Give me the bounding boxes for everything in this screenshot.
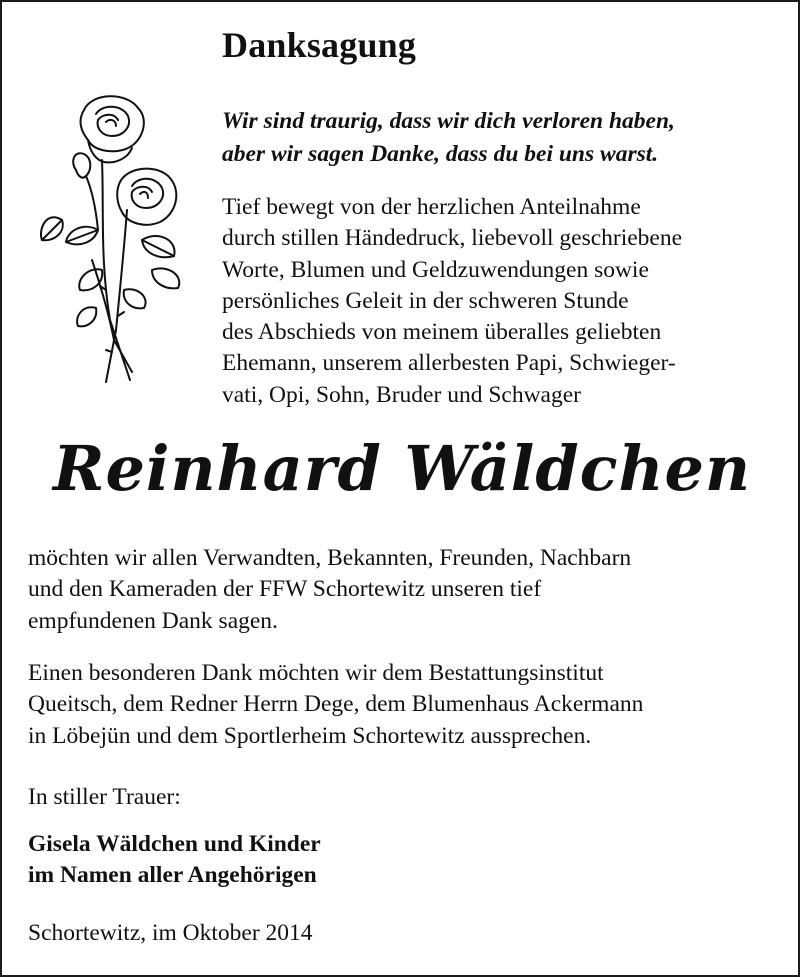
intro-line: des Abschieds von meinem überalles geliebten	[222, 319, 662, 346]
thanks-line: empfundenen Dank sagen.	[28, 607, 278, 634]
place-date-text: Schortewitz, im Oktober 2014	[28, 920, 313, 946]
mourning-label-text: In stiller Trauer:	[28, 784, 181, 810]
thanks-paragraph	[28, 543, 778, 637]
intro-paragraph	[222, 192, 792, 411]
special-thanks-paragraph	[28, 658, 778, 752]
intro-line: persönliches Geleit in der schweren Stunde	[222, 287, 629, 314]
special-thanks-line: Einen besonderen Dank möchten wir dem Bestattungsinstitut	[28, 660, 604, 686]
notice-heading: Danksagung	[222, 25, 417, 65]
mourning-label	[28, 782, 778, 813]
place-date	[28, 918, 778, 949]
special-thanks-line: in Löbejün und dem Sportlerheim Schortewitz aussprechen.	[28, 722, 592, 749]
quote-block	[222, 105, 782, 171]
special-thanks-line: Queitsch, dem Redner Herrn Dege, dem Blumenhaus Ackermann	[28, 691, 644, 718]
signatories	[28, 829, 778, 892]
intro-line: vati, Opi, Sohn, Bruder und Schwager	[222, 381, 581, 408]
intro-line: durch stillen Händedruck, liebevoll geschriebene	[222, 225, 683, 252]
rose-illustration-icon	[32, 90, 192, 390]
quote-line: aber wir sagen Danke, dass du bei uns warst.	[222, 141, 659, 167]
quote-line: Wir sind traurig, dass wir dich verloren haben,	[222, 108, 675, 134]
deceased-name: Reinhard Wäldchen	[52, 432, 752, 505]
intro-line: Worte, Blumen und Geldzuwendungen sowie	[222, 256, 649, 283]
thanks-line: möchten wir allen Verwandten, Bekannten, Freunden, Nachbarn	[28, 545, 632, 571]
signatory-line: im Namen aller Angehörigen	[28, 862, 317, 889]
intro-line: Tief bewegt von der herzlichen Anteilnahme	[222, 194, 641, 220]
signatory-line: Gisela Wäldchen und Kinder	[28, 831, 321, 857]
intro-line: Ehemann, unserem allerbesten Papi, Schwieger-	[222, 350, 676, 377]
thanks-line: und den Kameraden der FFW Schortewitz unseren tief	[28, 576, 542, 603]
